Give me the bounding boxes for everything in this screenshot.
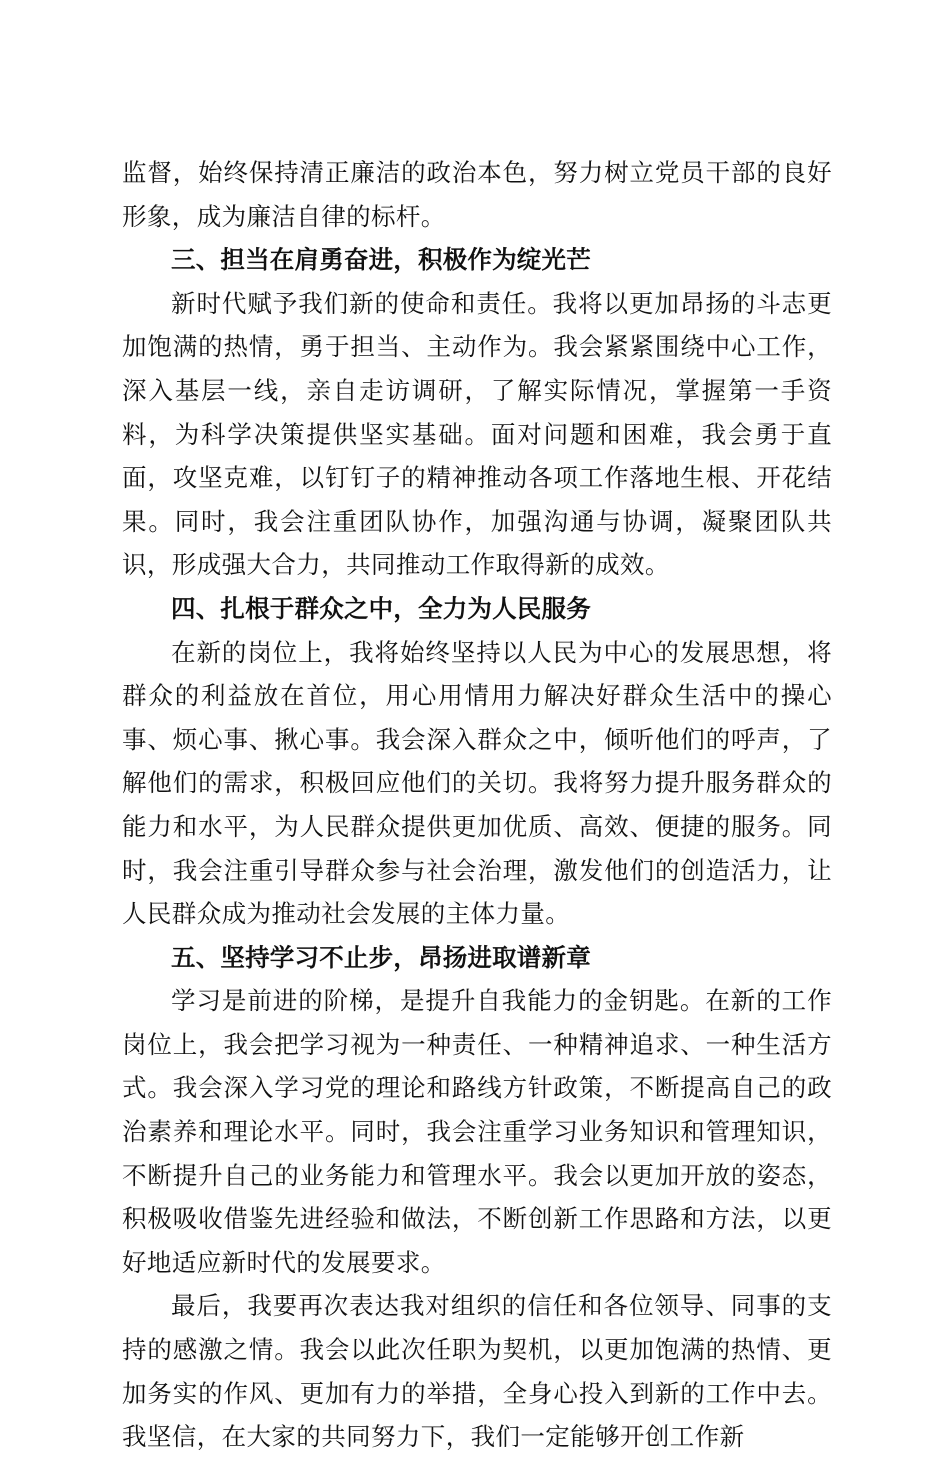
closing-paragraph: 最后，我要再次表达我对组织的信任和各位领导、同事的支持的感激之情。我会以此次任职为契机，以更加饱满的热情、更加务实的作风、更加有力的举措，全身心投入到新的工作中去。我坚信，在大家的共同努力下，我们一定能够开创工作新 bbox=[122, 1291, 832, 1452]
continued-paragraph: 监督，始终保持清正廉洁的政治本色，努力树立党员干部的良好形象，成为廉洁自律的标杆。 bbox=[122, 158, 832, 231]
document-body bbox=[122, 151, 832, 1459]
section-body-3: 新时代赋予我们新的使命和责任。我将以更加昂扬的斗志更加饱满的热情，勇于担当、主动作为。我会紧紧围绕中心工作，深入基层一线，亲自走访调研，了解实际情况，掌握第一手资料，为科学决策提供坚实基础。面对问题和困难，我会勇于直面，攻坚克难，以钉钉子的精神推动各项工作落地生根、开花结果。同时，我会注重团队协作，加强沟通与协调，凝聚团队共识，形成强大合力，共同推动工作取得新的成效。 bbox=[122, 288, 832, 580]
section-heading-5: 五、坚持学习不止步，昂扬进取谱新章 bbox=[171, 942, 591, 972]
section-body-4: 在新的岗位上，我将始终坚持以人民为中心的发展思想，将群众的利益放在首位，用心用情用力解决好群众生活中的操心事、烦心事、揪心事。我会深入群众之中，倾听他们的呼声，了解他们的需求，积极回应他们的关切。我将努力提升服务群众的能力和水平，为人民群众提供更加优质、高效、便捷的服务。同时，我会注重引导群众参与社会治理，激发他们的创造活力，让人民群众成为推动社会发展的主体力量。 bbox=[122, 637, 832, 929]
section-heading-4: 四、扎根于群众之中，全力为人民服务 bbox=[171, 593, 591, 623]
section-body-5: 学习是前进的阶梯，是提升自我能力的金钥匙。在新的工作岗位上，我会把学习视为一种责任、一种精神追求、一种生活方式。我会深入学习党的理论和路线方针政策，不断提高自己的政治素养和理论水平。同时，我会注重学习业务知识和管理知识，不断提升自己的业务能力和管理水平。我会以更加开放的姿态，积极吸收借鉴先进经验和做法，不断创新工作思路和方法，以更好地适应新时代的发展要求。 bbox=[122, 986, 832, 1277]
section-heading-3: 三、担当在肩勇奋进，积极作为绽光芒 bbox=[171, 245, 591, 275]
